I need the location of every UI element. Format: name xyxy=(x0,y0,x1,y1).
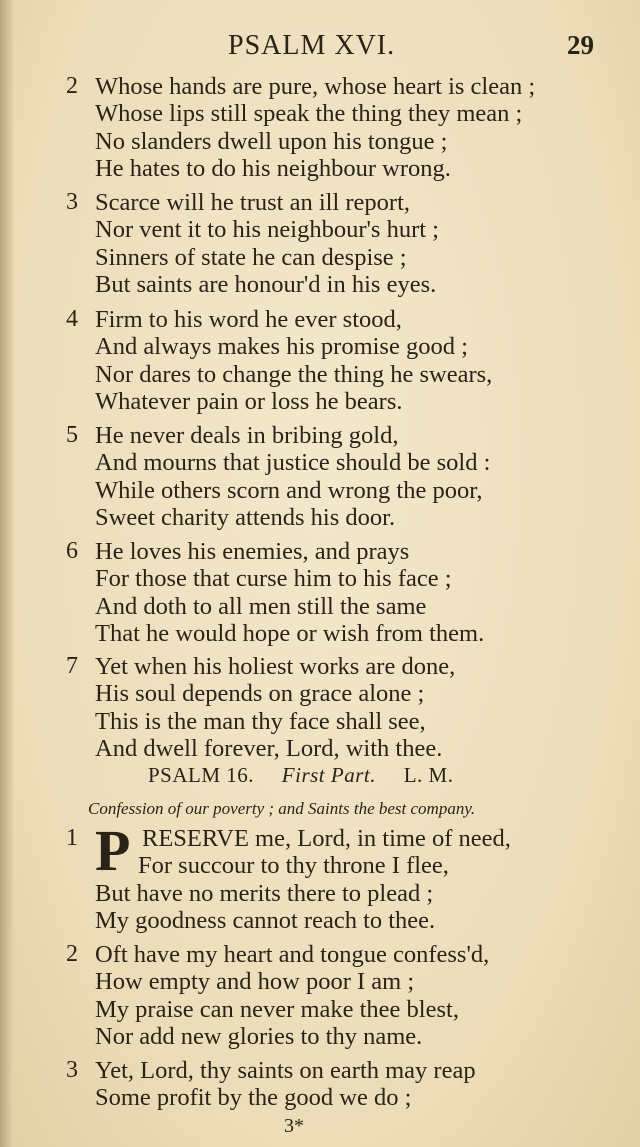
verse-line: His soul depends on grace alone ; xyxy=(95,680,425,708)
stanza-number: 7 xyxy=(66,653,78,679)
stanza-number: 6 xyxy=(66,538,78,564)
verse-line: And mourns that justice should be sold : xyxy=(95,449,491,477)
stanza-number: 3 xyxy=(66,189,78,215)
stanza-number: 4 xyxy=(66,306,78,332)
verse-line: My praise can never make thee blest, xyxy=(95,995,459,1023)
verse-line: Whose hands are pure, whose heart is clean ; xyxy=(95,73,536,100)
verse-line: My goodness cannot reach to thee. xyxy=(95,906,436,934)
verse-line: This is the man thy face shall see, xyxy=(95,707,426,735)
stanza-number: 2 xyxy=(66,73,78,99)
running-title: PSALM XVI. xyxy=(228,30,396,61)
section-heading xyxy=(148,763,475,788)
verse-line: He hates to do his neighbour wrong. xyxy=(95,154,451,182)
stanza-3 xyxy=(66,189,626,298)
stanza-2 xyxy=(66,73,626,182)
verse-line: While others scorn and wrong the poor, xyxy=(95,476,483,504)
verse-line: For those that curse him to his face ; xyxy=(95,565,452,593)
verse-line: And always makes his promise good ; xyxy=(95,333,468,361)
verse-line: Whatever pain or loss he bears. xyxy=(95,387,403,415)
verse-line: How empty and how poor I am ; xyxy=(95,968,415,996)
drop-cap: P xyxy=(95,818,131,883)
verse-line: RESERVE me, Lord, in time of need, xyxy=(142,825,511,852)
stanza-number: 2 xyxy=(66,941,78,967)
verse-line: But saints are honour'd in his eyes. xyxy=(95,270,437,298)
verse-line: Oft have my heart and tongue confess'd, xyxy=(95,941,490,968)
verse-line: Sweet charity attends his door. xyxy=(95,503,396,531)
running-head xyxy=(0,30,640,66)
verse-line: Scarce will he trust an ill report, xyxy=(95,189,410,216)
verse-line: No slanders dwell upon his tongue ; xyxy=(95,127,448,155)
verse-line: That he would hope or wish from them. xyxy=(95,619,485,647)
verse-line: Whose lips still speak the thing they mean ; xyxy=(95,100,523,128)
stanza-3-part xyxy=(66,1057,626,1112)
verse-line: Nor add new glories to thy name. xyxy=(95,1022,423,1050)
stanza-4 xyxy=(66,306,626,415)
stanza-1 xyxy=(66,818,626,934)
page-number: 29 xyxy=(567,30,594,60)
verse-line: Firm to his word he ever stood, xyxy=(95,306,402,333)
stanza-6 xyxy=(66,538,626,647)
verse-line: Some profit by the good we do ; xyxy=(95,1084,412,1112)
verse-line: Yet when his holiest works are done, xyxy=(95,653,456,680)
verse-line: For succour to thy throne I flee, xyxy=(138,852,449,880)
verse-line: Nor dares to change the thing he swears, xyxy=(95,360,493,388)
psalm-number: PSALM 16. xyxy=(148,763,255,787)
stanza-5 xyxy=(66,422,626,531)
verse-line: He never deals in bribing gold, xyxy=(95,422,399,449)
verse-line: Yet, Lord, thy saints on earth may reap xyxy=(95,1057,476,1084)
stanza-number: 3 xyxy=(66,1057,78,1083)
verse-line: Nor vent it to his neighbour's hurt ; xyxy=(95,216,439,244)
stanza-number: 5 xyxy=(66,422,78,448)
section-subtitle: Confession of our poverty ; and Saints the best company. xyxy=(88,799,476,818)
page-gutter xyxy=(0,0,14,1147)
psalm-meter: L. M. xyxy=(403,763,454,787)
verse-line: But have no merits there to plead ; xyxy=(95,879,434,907)
verse-line: And dwell forever, Lord, with thee. xyxy=(95,734,443,762)
signature-mark: 3* xyxy=(284,1115,304,1137)
stanza-2-part xyxy=(66,941,626,1050)
stanza-7 xyxy=(66,653,626,762)
verse-line: And doth to all men still the same xyxy=(95,592,427,620)
psalm-part: First Part. xyxy=(281,763,376,787)
verse-line: Sinners of state he can despise ; xyxy=(95,243,407,271)
stanza-number: 1 xyxy=(66,825,78,851)
verse-line: He loves his enemies, and prays xyxy=(95,538,410,565)
